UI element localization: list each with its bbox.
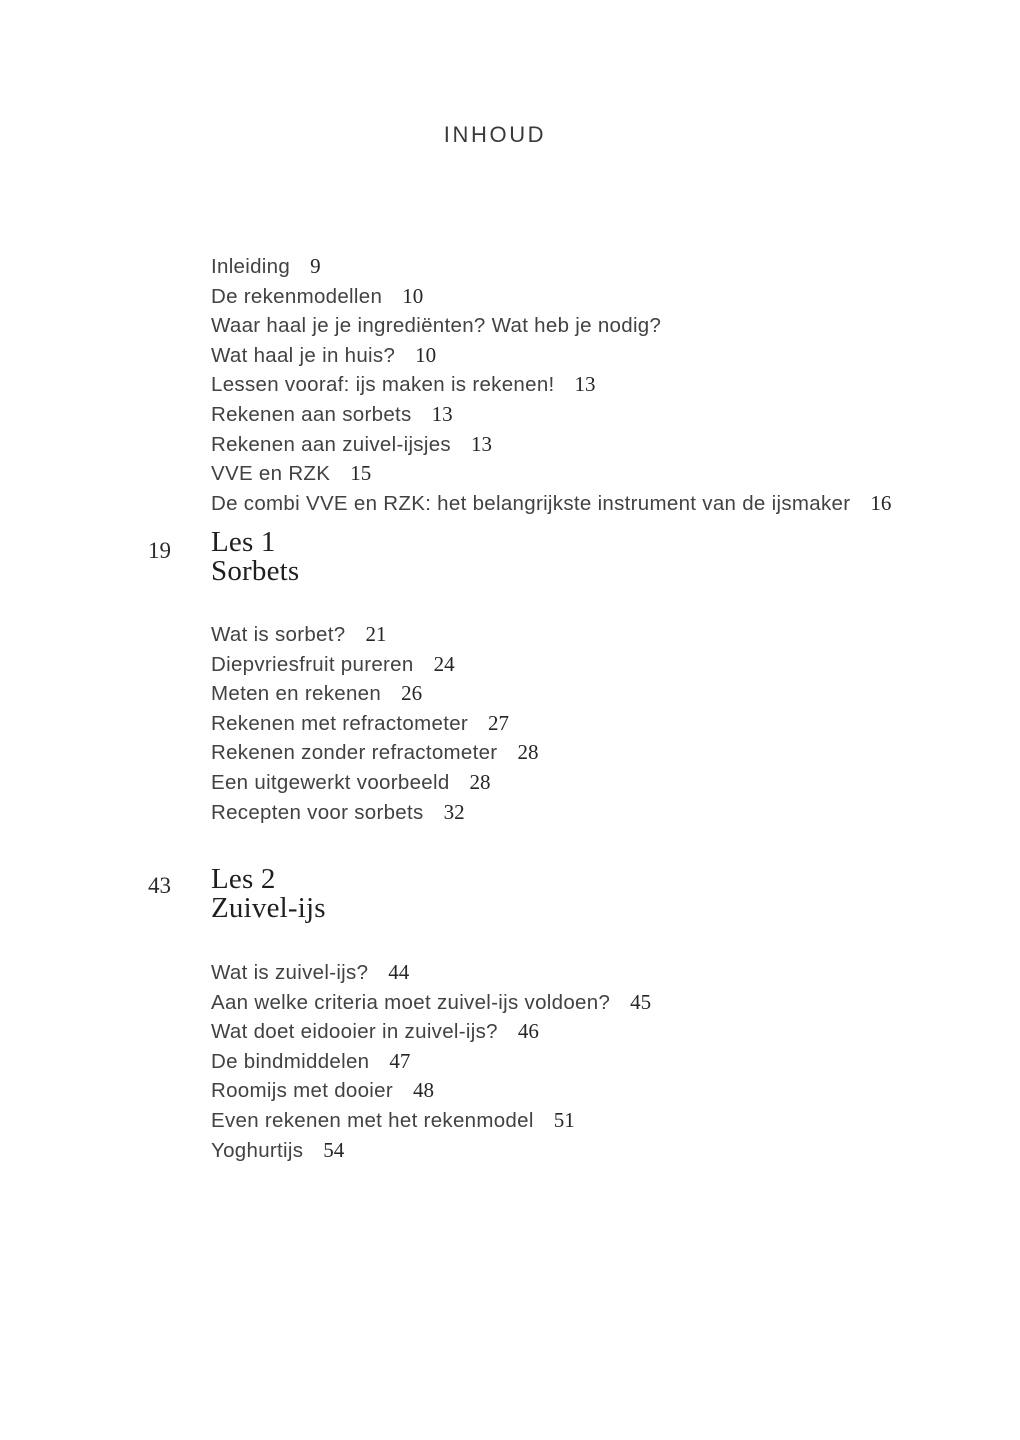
toc-entry-label: Rekenen aan sorbets — [211, 402, 412, 426]
toc-entry-page: 26 — [401, 681, 423, 706]
toc-entry-label: Roomijs met dooier — [211, 1079, 393, 1103]
toc-entry-label: Diepvriesfruit pureren — [211, 652, 414, 676]
toc-entry-label: Aan welke criteria moet zuivel-ijs voldoen? — [211, 990, 611, 1014]
toc-entry-page: 21 — [365, 622, 387, 646]
toc-entry — [211, 769, 538, 799]
toc-entry — [211, 342, 891, 372]
section-start-page: 43 — [148, 873, 171, 898]
toc-entry-page: 28 — [517, 740, 539, 765]
section-title-line1: Les 2 — [211, 863, 276, 895]
toc-entry-label: Rekenen aan zuivel-ijsjes — [211, 432, 451, 456]
toc-entry-page: 48 — [413, 1078, 434, 1103]
toc-entry-page: 9 — [310, 254, 321, 278]
toc-entry — [211, 621, 538, 651]
toc-entry — [211, 1107, 651, 1137]
toc-entry-page: 51 — [553, 1107, 575, 1132]
toc-entry-label: Inleiding — [211, 255, 291, 278]
toc-entry-label: Wat doet eidooier in zuivel-ijs? — [211, 1020, 498, 1044]
toc-entry-label: Wat is sorbet? — [211, 623, 346, 646]
toc-entry — [211, 431, 891, 461]
toc-entry-page: 27 — [488, 710, 510, 735]
toc-entry-page: 54 — [323, 1137, 345, 1162]
toc-entry-label: VVE en RZK — [211, 462, 331, 486]
toc-entry — [211, 401, 891, 431]
toc-entry-page: 28 — [469, 769, 491, 794]
toc-entry-label: Waar haal je je ingrediënten? Wat heb je nodig? — [211, 314, 662, 338]
toc-entry-label: Rekenen zonder refractometer — [211, 741, 498, 765]
toc-entry — [211, 460, 891, 490]
toc-entry-label: Wat haal je in huis? — [211, 343, 396, 367]
toc-entry-label: Recepten voor sorbets — [211, 800, 424, 824]
toc-entry-page: 13 — [431, 401, 453, 426]
toc-entry-label: Een uitgewerkt voorbeeld — [211, 770, 450, 794]
toc-entry — [211, 1077, 651, 1107]
toc-entry — [211, 739, 538, 769]
section-title-line2: Zuivel-ijs — [211, 892, 326, 924]
toc-entry-label: Even rekenen met het rekenmodel — [211, 1108, 534, 1132]
toc-entry — [211, 312, 891, 342]
toc-entry — [211, 680, 538, 710]
toc-entry — [211, 1137, 651, 1167]
toc-entry-page: 47 — [389, 1048, 411, 1073]
toc-entry — [211, 959, 651, 989]
section-title-line1: Les 1 — [211, 526, 276, 558]
toc-entry-page: 13 — [574, 372, 596, 397]
toc-entry-page: 32 — [443, 799, 465, 824]
toc-entry — [211, 283, 891, 313]
toc-front-list — [211, 253, 891, 519]
section-title — [211, 528, 299, 586]
toc-section-list — [211, 959, 651, 1166]
toc-entry-label: Wat is zuivel-ijs? — [211, 961, 369, 984]
toc-entry-label: Rekenen met refractometer — [211, 711, 469, 735]
toc-entry-page: 10 — [402, 283, 424, 308]
toc-entry-page: 16 — [870, 490, 892, 515]
toc-entry-label: Meten en rekenen — [211, 682, 382, 706]
toc-entry-page: 10 — [415, 342, 437, 367]
toc-entry — [211, 710, 538, 740]
page-title: INHOUD — [443, 122, 547, 147]
section-title — [211, 865, 326, 923]
toc-entry — [211, 1018, 651, 1048]
toc-entry-page: 46 — [517, 1019, 539, 1044]
toc-entry-label: De combi VVE en RZK: het belangrijkste instrument van de ijsmaker — [211, 491, 851, 515]
section-title-line2: Sorbets — [211, 555, 300, 587]
toc-entry-label: Yoghurtijs — [211, 1138, 304, 1162]
section-start-page: 19 — [148, 538, 171, 563]
toc-entry — [211, 253, 891, 283]
toc-entry-page: 13 — [470, 431, 492, 456]
toc-entry-label: Lessen vooraf: ijs maken is rekenen! — [211, 373, 555, 397]
toc-entry-label: De rekenmodellen — [211, 284, 383, 308]
toc-entry-page: 24 — [433, 651, 455, 676]
toc-entry — [211, 651, 538, 681]
toc-entry-page: 45 — [630, 989, 652, 1014]
toc-entry — [211, 490, 891, 520]
toc-entry — [211, 989, 651, 1019]
toc-entry-page: 44 — [388, 960, 410, 984]
toc-entry-page: 15 — [350, 461, 372, 486]
toc-entry — [211, 371, 891, 401]
toc-entry-label: De bindmiddelen — [211, 1049, 370, 1073]
toc-entry — [211, 1048, 651, 1078]
toc-entry — [211, 799, 538, 829]
toc-section-list — [211, 621, 538, 828]
